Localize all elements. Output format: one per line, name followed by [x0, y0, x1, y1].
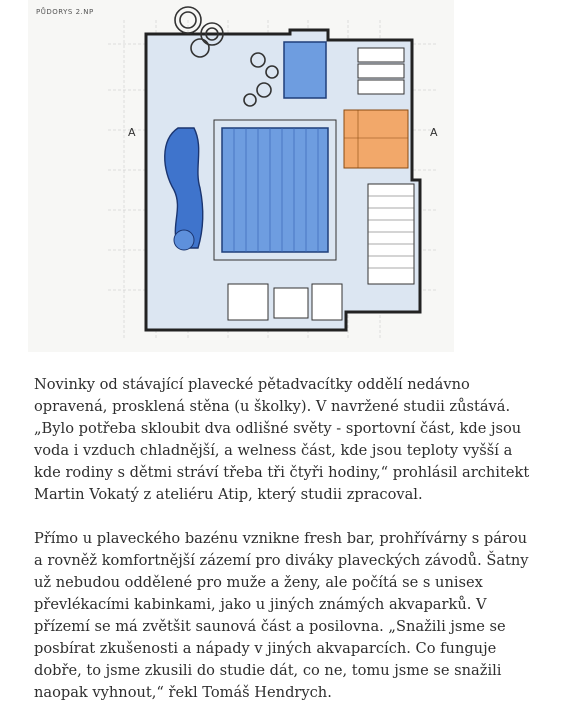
floor-plan-drawing — [28, 0, 454, 352]
floor-plan-figure — [28, 0, 454, 352]
section-mark-left: A — [128, 126, 136, 139]
swimming-pool — [222, 128, 328, 252]
wellness-area — [344, 110, 408, 168]
lower-rooms — [228, 284, 342, 320]
article-body — [34, 374, 534, 726]
article-paragraph: Přímo u plaveckého bazénu vznikne fresh bar, prohřívárny s párou a rovněž komfortnější zázemí pro diváky plaveckých závodů. Šatny už nebudou oddělené pro muže a ženy, ale počítá se s unisex převlékacími kabinkami, jako u jiných známých akvaparků. V přízemí se má zvětšit saunová část a posilovna. „Snažili jsme se posbírat zkušenosti a nápady v jiných akvaparcích. Co funguje dobře, to jsme zkusili do studie dát, co ne, tomu jsme se snažili naopak vyhnout,“ řekl Tomáš Hendrych. — [34, 530, 529, 701]
small-pool — [284, 42, 326, 98]
figure-caption: PŮDORYS 2.NP — [36, 8, 94, 16]
section-mark-right: A — [430, 126, 438, 139]
article-paragraph: Novinky od stávající plavecké pětadvacítky oddělí nedávno opravená, prosklená stěna (u školky). V navržené studii zůstává. „Bylo potřeba skloubit dva odlišné světy - sportovní část, kde jsou voda i vzduch chladnější, a welness část, kde jsou teploty vyšší a kde rodiny s dětmi stráví třeba tři čtyři hodiny,“ prohlásil architekt Martin Vokatý z ateliéru Atip, který studii zpracoval. — [34, 376, 530, 503]
